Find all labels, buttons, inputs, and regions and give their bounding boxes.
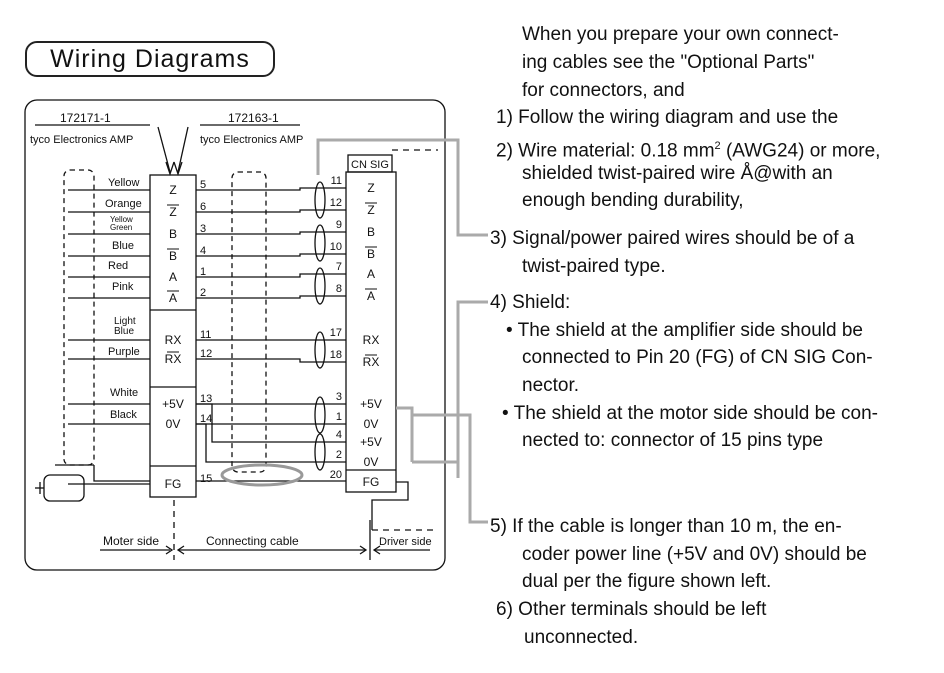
wire-color-label: Blue xyxy=(114,326,135,337)
note-5-line-2: coder power line (+5V and 0V) should be xyxy=(522,544,867,565)
note-6-line-1: 6) Other terminals should be left xyxy=(496,599,767,620)
wire-color-label: Yellow xyxy=(110,215,133,224)
cable-connector-part: 172163-1 xyxy=(228,111,279,125)
wire-color-label: Black xyxy=(110,409,137,421)
motor-signal-label: B xyxy=(168,227,178,241)
intro-line-1: When you prepare your own connect- xyxy=(522,24,839,45)
cable-connector-maker: tyco Electronics AMP xyxy=(200,134,304,146)
driver-side-label: Driver side xyxy=(379,536,432,548)
note-6-line-2: unconnected. xyxy=(524,627,639,648)
note-2-line-1: 2) Wire material: 0.18 $mm^2$ (AWG24) or more, xyxy=(496,140,881,162)
motor-signal-label: FG xyxy=(164,477,182,491)
wire-color-label: Blue xyxy=(112,240,135,252)
driver-signal-label: 0V xyxy=(363,455,379,469)
twist-pair-marker xyxy=(315,434,325,470)
twist-pair-marker xyxy=(315,397,325,433)
wire-color-label: Orange xyxy=(105,198,142,210)
motor-pin-number: 11 xyxy=(200,329,212,341)
driver-signal-label: Z xyxy=(367,181,375,195)
note-3-line-1: 3) Signal/power paired wires should be of a xyxy=(490,228,855,249)
driver-signal-label: A xyxy=(366,267,376,281)
motor-pin-number: 2 xyxy=(200,287,207,299)
note-4-line-6: nected to: connector of 15 pins type xyxy=(522,430,824,451)
wire-color-label: White xyxy=(110,387,139,399)
motor-signal-label: RX xyxy=(164,333,182,347)
note-2-line-2: shielded twist-paired wire Å@with an xyxy=(522,163,833,184)
motor-pin-number: 15 xyxy=(200,473,213,485)
note-5-line-3: dual per the figure shown left. xyxy=(522,571,772,592)
motor-signal-label: A xyxy=(168,270,178,284)
driver-pin-number: 8 xyxy=(335,283,342,295)
wire-color-label: Purple xyxy=(108,346,140,358)
connecting-cable-label: Connecting cable xyxy=(206,534,299,548)
note-2-line-3: enough bending durability, xyxy=(522,190,744,211)
driver-pin-number: 11 xyxy=(330,175,342,187)
note-4-line-5: • The shield at the motor side should be con- xyxy=(502,403,878,424)
driver-signal-label: Z xyxy=(367,203,375,217)
driver-signal-label: RX xyxy=(362,355,380,369)
note-3-line-2: twist-paired type. xyxy=(522,256,666,277)
motor-pin-number: 1 xyxy=(200,266,207,278)
driver-pin-number: 10 xyxy=(329,241,342,253)
twist-pair-marker xyxy=(315,225,325,261)
driver-pin-number: 20 xyxy=(329,469,342,481)
note-5-line-1: 5) If the cable is longer than 10 m, the en- xyxy=(490,516,842,537)
driver-pin-number: 9 xyxy=(335,219,342,231)
driver-pin-number: 18 xyxy=(329,349,342,361)
note-4-line-3: connected to Pin 20 (FG) of CN SIG Con- xyxy=(522,347,873,368)
motor-side-label: Moter side xyxy=(103,534,160,548)
cable-wire xyxy=(196,404,346,442)
motor-pin-number: 12 xyxy=(200,348,213,360)
motor-signal-label: Z xyxy=(169,205,177,219)
driver-signal-label: FG xyxy=(362,475,380,489)
motor-signal-label: 0V xyxy=(165,417,181,431)
note-1: 1) Follow the wiring diagram and use the xyxy=(496,107,839,128)
wire-color-label: Red xyxy=(108,260,129,272)
motor-pin-number: 6 xyxy=(200,201,207,213)
driver-pin-number: 1 xyxy=(335,411,342,423)
driver-signal-label: RX xyxy=(362,333,380,347)
note-4-line-4: nector. xyxy=(522,375,580,396)
motor-connector-part: 172171-1 xyxy=(60,111,111,125)
driver-pin-number: 4 xyxy=(335,429,342,441)
motor-pin-number: 4 xyxy=(200,245,207,257)
motor-pin-number: 13 xyxy=(200,393,213,405)
wire-color-label: Green xyxy=(110,223,133,232)
wire-color-label: Yellow xyxy=(108,177,140,189)
motor-pin-number: 3 xyxy=(200,223,207,235)
intro-line-3: for connectors, and xyxy=(522,80,685,101)
note-4-line-1: 4) Shield: xyxy=(490,292,571,313)
driver-signal-label: B xyxy=(366,247,376,261)
motor-connector-maker: tyco Electronics AMP xyxy=(30,134,134,146)
driver-signal-label: +5V xyxy=(360,435,382,449)
driver-pin-number: 12 xyxy=(329,197,342,209)
motor-signal-label: A xyxy=(168,291,178,305)
driver-signal-label: B xyxy=(366,225,376,239)
driver-signal-label: 0V xyxy=(363,417,379,431)
motor-signal-label: Z xyxy=(169,183,177,197)
motor-signal-label: RX xyxy=(164,352,182,366)
motor-signal-label: B xyxy=(168,249,178,263)
motor-pin-number: 5 xyxy=(200,179,207,191)
driver-pin-number: 7 xyxy=(335,261,342,273)
motor-symbol xyxy=(44,475,84,501)
wire-color-label: Light xyxy=(114,316,136,327)
driver-pin-number: 3 xyxy=(335,391,342,403)
driver-signal-label: +5V xyxy=(360,397,382,411)
wire-color-label: Pink xyxy=(112,281,134,293)
motor-signal-label: +5V xyxy=(162,397,184,411)
driver-signal-label: A xyxy=(366,289,376,303)
driver-pin-number: 17 xyxy=(329,327,342,339)
driver-pin-number: 2 xyxy=(335,449,342,461)
motor-pin-number: 14 xyxy=(200,413,213,425)
intro-line-2: ing cables see the "Optional Parts" xyxy=(522,52,815,73)
cn-sig-label: CN SIG xyxy=(351,159,389,171)
page-title: Wiring Diagrams xyxy=(25,41,275,77)
note-4-line-2: • The shield at the amplifier side should be xyxy=(506,320,863,341)
